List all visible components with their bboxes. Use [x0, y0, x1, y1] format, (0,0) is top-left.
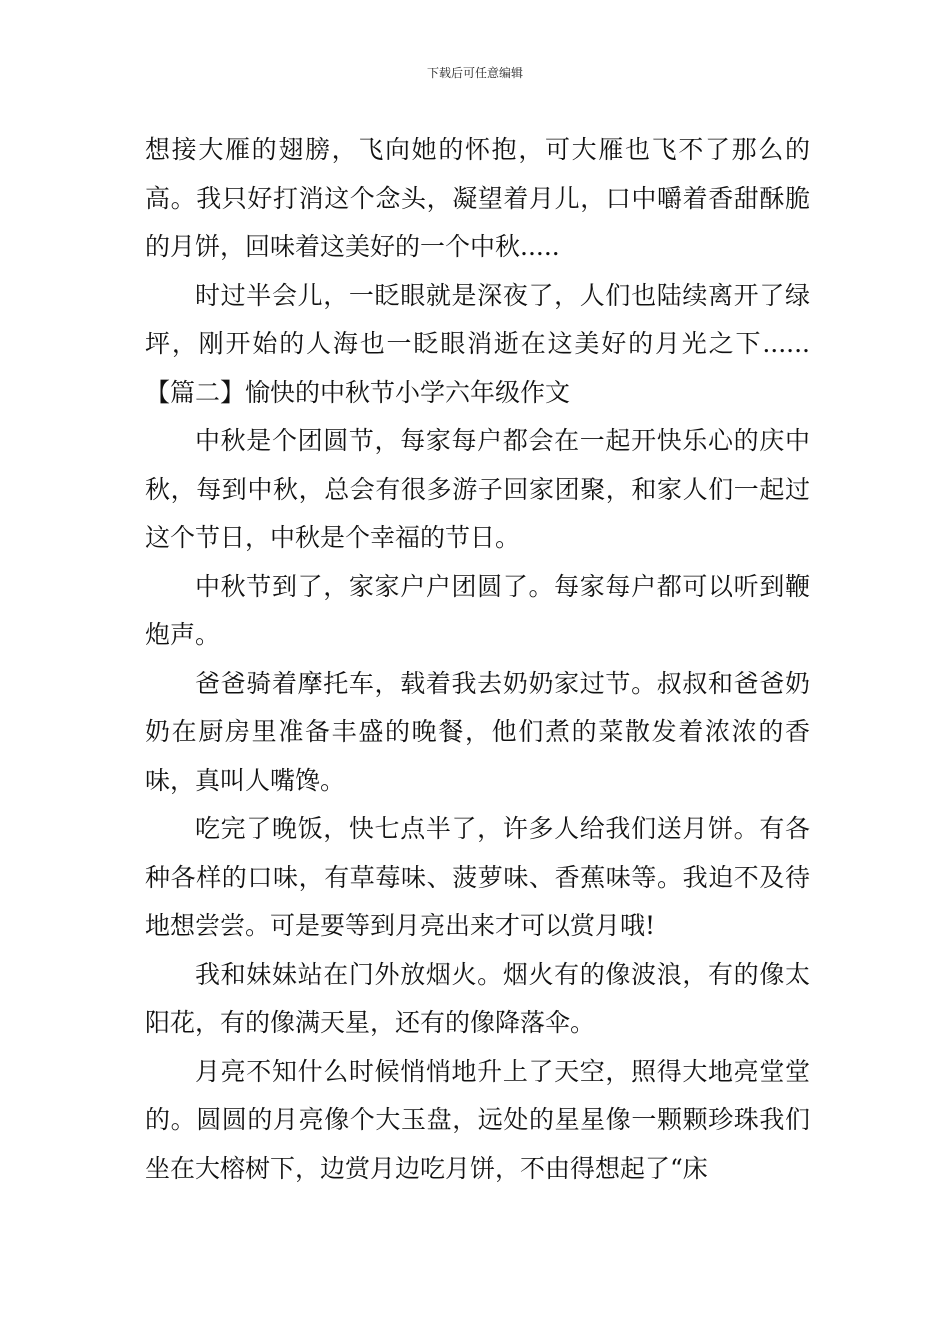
document-body	[145, 126, 810, 1193]
paragraph: 吃完了晚饭，快七点半了，许多人给我们送月饼。有各种各样的口味，有草莓味、菠萝味、香蕉味等。我迫不及待地想尝尝。可是要等到月亮出来才可以赏月哦!	[145, 814, 810, 940]
paragraph: 中秋是个团圆节，每家每户都会在一起开快乐心的庆中秋，每到中秋，总会有很多游子回家团聚，和家人们一起过这个节日，中秋是个幸福的节日。	[145, 426, 810, 552]
paragraph-continuation: 想接大雁的翅膀，飞向她的怀抱，可大雁也飞不了那么的高。我只好打消这个念头，凝望着月儿，口中嚼着香甜酥脆的月饼，回味着这美好的一个中秋.....	[145, 135, 810, 261]
paragraph: 月亮不知什么时候悄悄地升上了天空，照得大地亮堂堂的。圆圆的月亮像个大玉盘，远处的星星像一颗颗珍珠我们坐在大榕树下，边赏月边吃月饼，不由得想起了“床	[145, 1056, 810, 1183]
paragraph: 我和妹妹站在门外放烟火。烟火有的像波浪，有的像太阳花，有的像满天星，还有的像降落伞。	[145, 959, 810, 1037]
paragraph: 时过半会儿，一眨眼就是深夜了，人们也陆续离开了绿坪，刚开始的人海也一眨眼消逝在这美好的月光之下......【篇二】愉快的中秋节小学六年级作文	[145, 280, 810, 407]
paragraph: 爸爸骑着摩托车，载着我去奶奶家过节。叔叔和爸爸奶奶在厨房里准备丰盛的晚餐，他们煮的菜散发着浓浓的香味，真叫人嘴馋。	[145, 668, 810, 795]
page-header: 下载后可任意编辑	[426, 66, 523, 80]
paragraph: 中秋节到了，家家户户团圆了。每家每户都可以听到鞭炮声。	[145, 571, 810, 649]
